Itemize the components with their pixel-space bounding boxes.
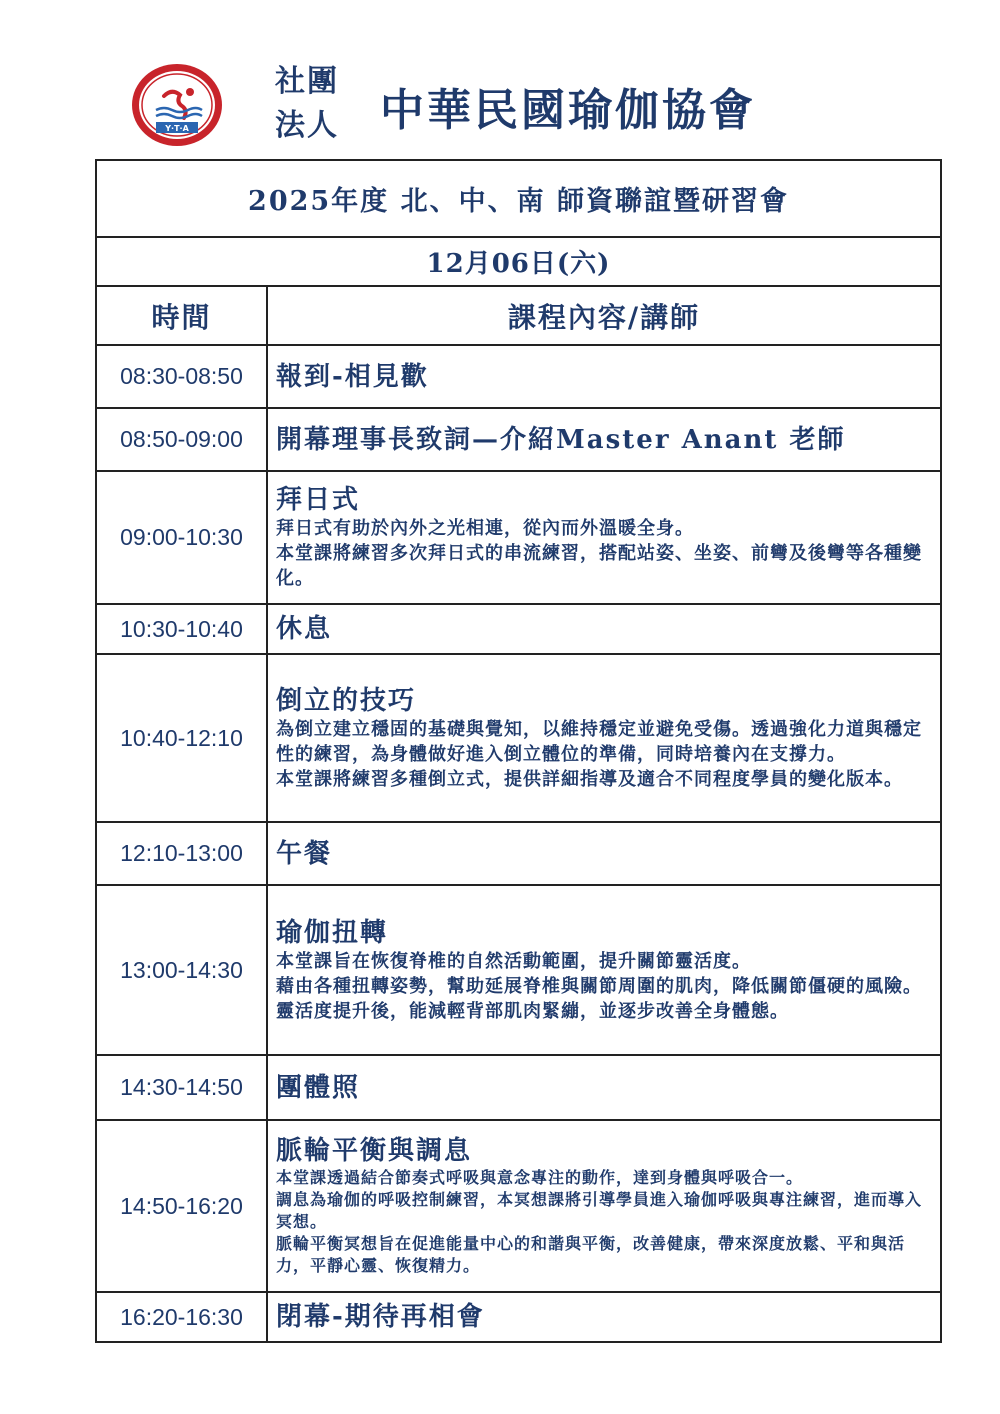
session-title: 脈輪平衡與調息 bbox=[276, 1136, 473, 1166]
session-title: 瑜伽扭轉 bbox=[276, 917, 389, 948]
page-header bbox=[0, 0, 1000, 160]
session-title: 報到-相見歡 bbox=[276, 361, 429, 392]
event-title: 2025年度 北、中、南 師資聯誼暨研習會 bbox=[96, 160, 941, 237]
session-title: 休息 bbox=[276, 614, 333, 644]
schedule-row bbox=[96, 345, 941, 408]
time-column-header: 時間 bbox=[96, 286, 267, 345]
session-title: 午餐 bbox=[276, 838, 333, 869]
session-title: 倒立的技巧 bbox=[276, 685, 417, 716]
session-content bbox=[267, 822, 941, 885]
session-description: 本堂課將練習多種倒立式，提供詳細指導及適合不同程度學員的變化版本。 bbox=[276, 768, 903, 790]
session-time: 16:20-16:30 bbox=[96, 1292, 267, 1342]
session-description: 藉由各種扭轉姿勢，幫助延展脊椎與關節周圍的肌肉，降低關節僵硬的風險。 bbox=[276, 975, 922, 997]
session-description: 脈輪平衡冥想旨在促進能量中心的和諧與平衡，改善健康，帶來深度放鬆、平和與活力，平靜心靈、恢復精力。 bbox=[276, 1234, 906, 1275]
session-content bbox=[267, 604, 941, 654]
schedule-row bbox=[96, 471, 941, 604]
session-content bbox=[267, 345, 941, 408]
session-title: 開幕理事長致詞—介紹Master Anant 老師 bbox=[276, 424, 846, 455]
session-description: 拜日式有助於內外之光相連，從內而外溫暖全身。 bbox=[276, 518, 694, 539]
session-description: 靈活度提升後，能減輕背部肌肉緊繃，並逐步改善全身體態。 bbox=[276, 1000, 789, 1022]
org-type bbox=[275, 60, 339, 148]
session-description: 本堂課透過結合節奏式呼吸與意念專注的動作，達到身體與呼吸合一。 bbox=[276, 1168, 804, 1187]
schedule-row bbox=[96, 1055, 941, 1120]
logo-text: Y·T·A bbox=[165, 124, 189, 133]
session-time: 10:40-12:10 bbox=[96, 654, 267, 822]
session-time: 08:50-09:00 bbox=[96, 408, 267, 471]
session-title: 團體照 bbox=[276, 1072, 361, 1103]
session-time: 12:10-13:00 bbox=[96, 822, 267, 885]
session-title: 拜日式 bbox=[276, 485, 361, 515]
session-content bbox=[267, 885, 941, 1055]
session-time: 13:00-14:30 bbox=[96, 885, 267, 1055]
schedule-row bbox=[96, 604, 941, 654]
column-header-row bbox=[96, 286, 941, 345]
content-column-header: 課程內容/講師 bbox=[267, 286, 941, 345]
session-title: 閉幕-期待再相會 bbox=[276, 1302, 485, 1332]
schedule-row bbox=[96, 822, 941, 885]
session-description: 調息為瑜伽的呼吸控制練習，本冥想課將引導學員進入瑜伽呼吸與專注練習，進而導入冥想。 bbox=[276, 1190, 923, 1231]
session-description: 為倒立建立穩固的基礎與覺知，以維持穩定並避免受傷。透過強化力道與穩定性的練習，為身體做好進入倒立體位的準備，同時培養內在支撐力。 bbox=[276, 718, 922, 765]
schedule-row bbox=[96, 408, 941, 471]
schedule-table bbox=[95, 159, 942, 1343]
schedule-row bbox=[96, 1120, 941, 1292]
session-content bbox=[267, 408, 941, 471]
org-type-line1: 社團 bbox=[275, 64, 339, 99]
session-time: 09:00-10:30 bbox=[96, 471, 267, 604]
schedule-row bbox=[96, 654, 941, 822]
session-time: 14:50-16:20 bbox=[96, 1120, 267, 1292]
schedule-row bbox=[96, 1292, 941, 1342]
session-content bbox=[267, 654, 941, 822]
session-content bbox=[267, 471, 941, 604]
session-time: 14:30-14:50 bbox=[96, 1055, 267, 1120]
session-content bbox=[267, 1292, 941, 1342]
session-description: 本堂課旨在恢復脊椎的自然活動範圍，提升關節靈活度。 bbox=[276, 950, 751, 972]
association-logo bbox=[130, 62, 224, 148]
session-content bbox=[267, 1120, 941, 1292]
session-time: 08:30-08:50 bbox=[96, 345, 267, 408]
event-title-row bbox=[96, 160, 941, 237]
org-name: 中華民國瑜伽協會 bbox=[380, 85, 756, 136]
session-description: 本堂課將練習多次拜日式的串流練習，搭配站姿、坐姿、前彎及後彎等各種變化。 bbox=[276, 543, 922, 589]
org-type-line2: 法人 bbox=[275, 108, 339, 143]
schedule-row bbox=[96, 885, 941, 1055]
session-time: 10:30-10:40 bbox=[96, 604, 267, 654]
event-date-row bbox=[96, 237, 941, 286]
session-content bbox=[267, 1055, 941, 1120]
event-date: 12月06日(六) bbox=[96, 237, 941, 286]
